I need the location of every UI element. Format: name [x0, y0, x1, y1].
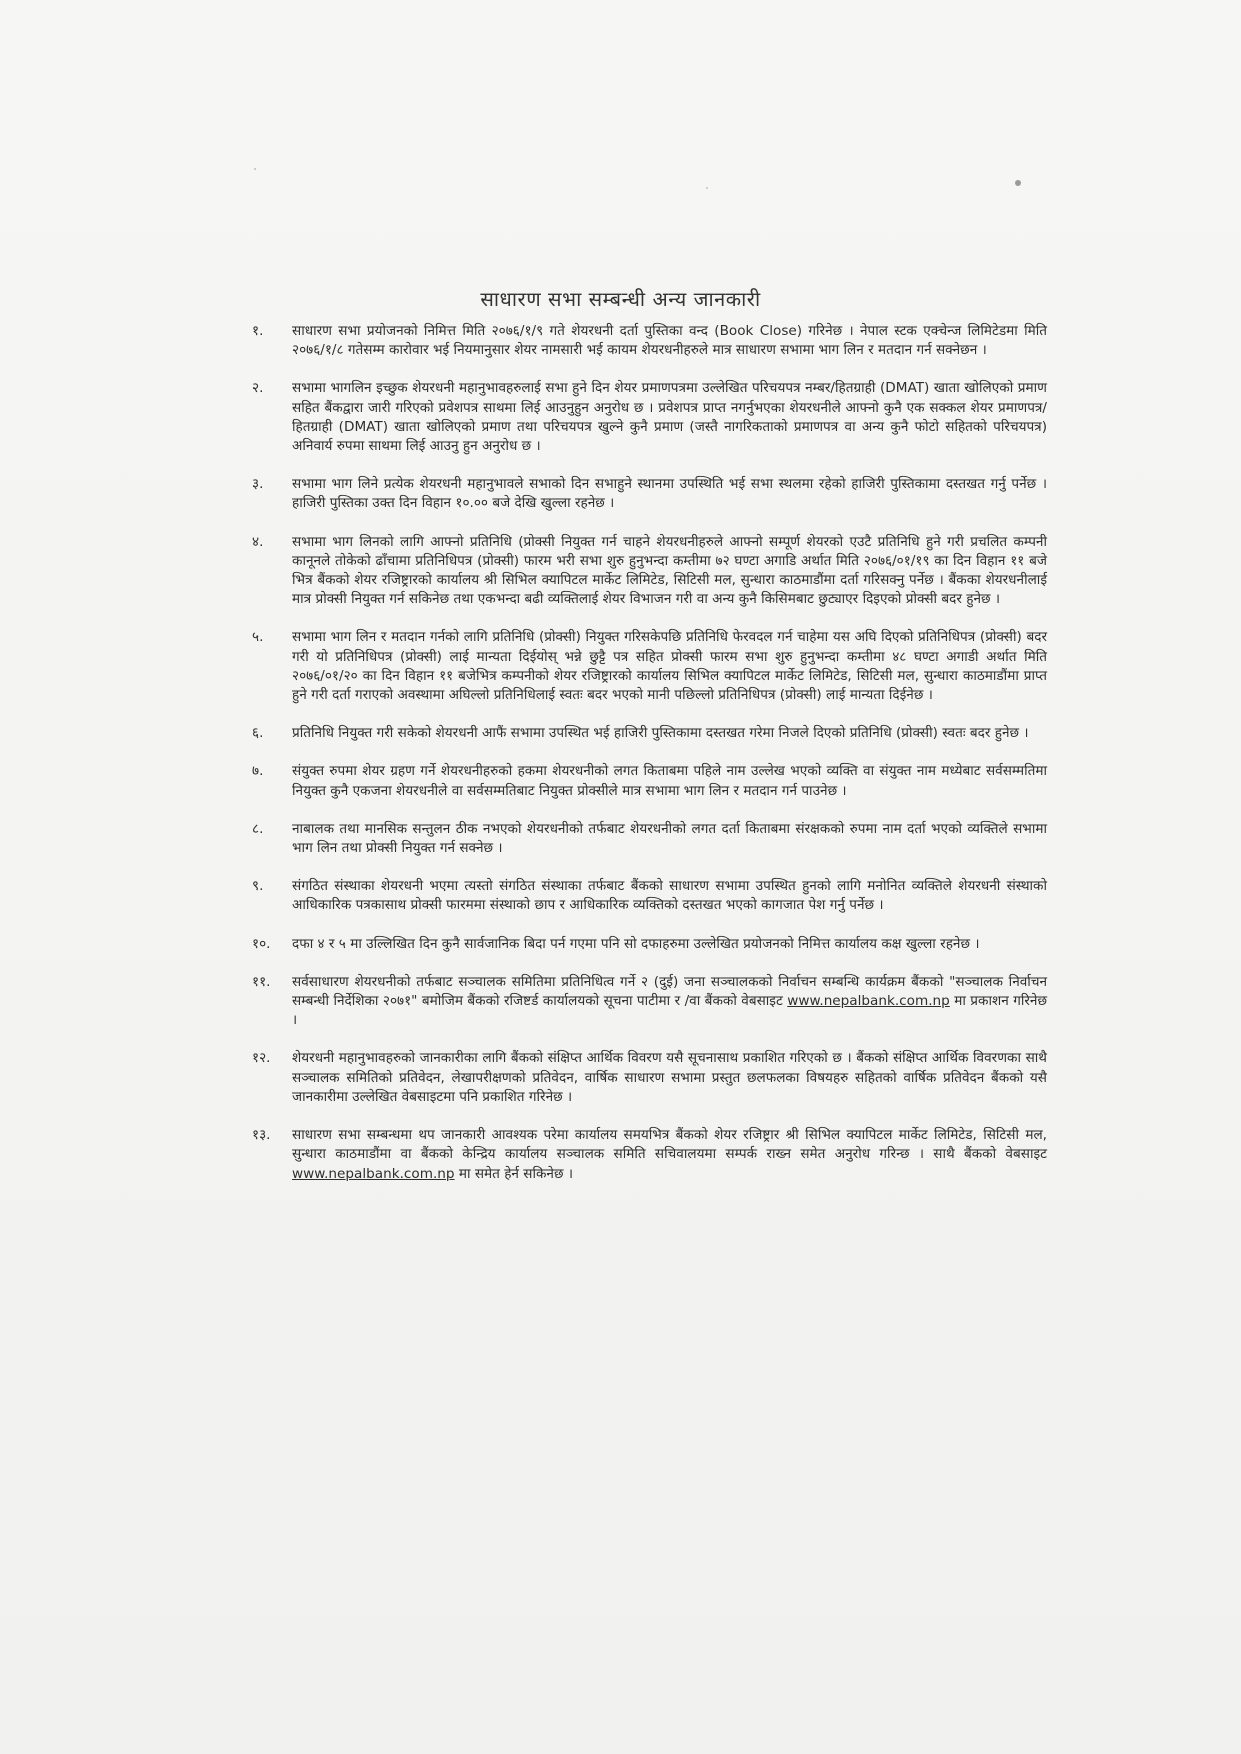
list-item	[252, 1126, 1047, 1184]
list-item	[252, 820, 1047, 858]
item-number: ९.	[252, 878, 264, 895]
list-item	[252, 762, 1047, 800]
item-text: साधारण सभा सम्बन्धमा थप जानकारी आवश्यक परेमा कार्यालय समयभित्र बैंकको शेयर रजिष्ट्रार श्री सिभिल क्यापिटल मार्केट लिमिटेड, सिटिसी मल, सुन्धारा काठमाडौंमा वा बैंकको केन्द्रिय कार्यालय सञ्चालक समिति सचिवालयमा सम्पर्क राख्न समेत अनुरोध गरिन्छ । साथै बैंकको वेबसाइट	[292, 1127, 1047, 1163]
list-item	[252, 379, 1047, 456]
item-text: सभामा भाग लिनको लागि आफ्नो प्रतिनिधि (प्रोक्सी नियुक्त गर्न चाहने शेयरधनीहरुले आफ्नो सम्पूर्ण शेयरको एउटै प्रतिनिधि हुने गरी प्रचलित कम्पनी कानूनले तोकेको ढाँचामा प्रतिनिधिपत्र (प्रोक्सी) फारम भरी सभा शुरु हुनुभन्दा कम्तीमा ७२ घण्टा अगाडि अर्थात मिति २०७६/०१/१९ का दिन विहान ११ बजे भित्र बैंकको शेयर रजिष्ट्रारको कार्यालय श्री सिभिल क्यापिटल मार्केट लिमिटेड, सिटिसी मल, सुन्धारा काठमाडौंमा दर्ता गरिसक्नु पर्नेछ । बैंकका शेयरधनीलाई मात्र प्रोक्सी नियुक्त गर्न सकिनेछ तथा एकभन्दा बढी व्यक्तिलाई शेयर विभाजन गरी वा अन्य कुनै किसिमबाट छुट्याएर दिइएको प्रोक्सी बदर हुनेछ ।	[292, 533, 1047, 608]
item-number: १०.	[252, 935, 271, 952]
list-item	[252, 533, 1047, 610]
scan-speck	[254, 168, 256, 170]
bank-website-link[interactable]: www.nepalbank.com.np	[787, 993, 950, 1010]
item-text: संयुक्त रुपमा शेयर ग्रहण गर्ने शेयरधनीहरुको हकमा शेयरधनीको लगत किताबमा पहिले नाम उल्लेख भएको व्यक्ति वा संयुक्त नाम मध्येबाट सर्वसम्मतिमा नियुक्त कुनै एकजना शेयरधनीले वा सर्वसम्मतिबाट नियुक्त प्रोक्सीले मात्र सभामा भाग लिन र मतदान गर्न पाउनेछ ।	[292, 763, 1047, 799]
list-item	[252, 1049, 1047, 1107]
item-text: शेयरधनी महानुभावहरुको जानकारीका लागि बैंकको संक्षिप्त आर्थिक विवरण यसै सूचनासाथ प्रकाशित गरिएको छ । बैंकको संक्षिप्त आर्थिक विवरणका साथै सञ्चालक समितिको प्रतिवेदन, लेखापरीक्षणको प्रतिवेदन, वार्षिक साधारण सभामा प्रस्तुत छलफलका विषयहरु सहितको वार्षिक प्रतिवेदन बैंकको यसै जानकारीमा उल्लेखित वेबसाइटमा पनि प्रकाशित गरिनेछ ।	[292, 1050, 1047, 1105]
bank-website-link[interactable]: www.nepalbank.com.np	[292, 1165, 455, 1182]
item-number: ३.	[252, 476, 264, 493]
item-text: साधारण सभा प्रयोजनको निमित्त मिति २०७६/१/९ गते शेयरधनी दर्ता पुस्तिका वन्द (Book Close) गरिनेछ । नेपाल स्टक एक्चेन्ज लिमिटेडमा मिति २०७६/१/८ गतेसम्म कारोवार भई नियमानुसार शेयर नामसारी भई कायम शेयरधनीहरुले मात्र साधारण सभामा भाग लिन र मतदान गर्न सक्नेछन ।	[292, 323, 1047, 359]
item-text: दफा ४ र ५ मा उल्लिखित दिन कुनै सार्वजानिक बिदा पर्न गएमा पनि सो दफाहरुमा उल्लेखित प्रयोजनको निमित्त कार्यालय कक्ष खुल्ला रहनेछ ।	[292, 935, 980, 952]
item-text-after: मा समेत हेर्न सकिनेछ ।	[458, 1165, 573, 1182]
item-number: १.	[252, 323, 264, 339]
item-text: सर्वसाधारण शेयरधनीको तर्फबाट सञ्चालक समितिमा प्रतिनिधित्व गर्ने २ (दुई) जना सञ्चालकको निर्वाचन सम्बन्धि कार्यक्रम बैंकको "सञ्चालक निर्वाचन सम्बन्धी निर्देशिका २०७१" बमोजिम बैंकको रजिष्टर्ड कार्यालयको सूचना पाटीमा र /वा बैंकको वेबसाइट	[292, 973, 1047, 1010]
list-item	[252, 475, 1047, 513]
item-number: ४.	[252, 533, 264, 550]
item-text-after: मा प्रकाशन गरिनेछ ।	[292, 993, 1048, 1029]
item-number: ७.	[252, 763, 264, 780]
scan-speck	[706, 187, 708, 189]
item-number: ५.	[252, 629, 264, 646]
item-text: सभामा भागलिन इच्छुक शेयरधनी महानुभावहरुलाई सभा हुने दिन शेयर प्रमाणपत्रमा उल्लेखित परिचयपत्र नम्बर/हितग्राही (DMAT) खाता खोलिएको प्रमाण सहित बैंकद्वारा जारी गरिएको प्रवेशपत्र साथमा लिई आउनुहुन अनुरोध छ । प्रवेशपत्र प्राप्त नगर्नुभएका शेयरधनीले आफ्नो कुनै एक सक्कल शेयर प्रमाणपत्र/हितग्राही (DMAT) खाता खोलिएको प्रमाण तथा परिचयपत्र खुल्ने कुनै प्रमाण (जस्तै नागरिकताको प्रमाणपत्र वा अन्य कुनै फोटो सहितको परिचयपत्र) अनिवार्य रुपमा साथमा लिई आउनु हुन अनुरोध छ ।	[292, 380, 1047, 455]
item-text: सभामा भाग लिने प्रत्येक शेयरधनी महानुभावले सभाको दिन सभाहुने स्थानमा उपस्थिति भई सभा स्थलमा रहेको हाजिरी पुस्तिकामा दस्तखत गर्नु पर्नेछ । हाजिरी पुस्तिका उक्त दिन विहान १०.०० बजे देखि खुल्ला रहनेछ ।	[292, 476, 1047, 512]
info-list	[252, 322, 1047, 1184]
item-text: सभामा भाग लिन र मतदान गर्नको लागि प्रतिनिधि (प्रोक्सी) नियुक्त गरिसकेपछि प्रतिनिधि फेरवदल गर्न चाहेमा यस अघि दिएको प्रतिनिधिपत्र (प्रोक्सी) बदर गरी यो प्रतिनिधिपत्र (प्रोक्सी) लाई मान्यता दिईयोस् भन्ने छुट्टै पत्र सहित प्रोक्सी फारम सभा शुरु हुनुभन्दा कम्तीमा ४८ घण्टा अगाडी अर्थात मिति २०७६/०१/२० का दिन विहान ११ बजेभित्र कम्पनीको शेयर रजिष्ट्रारको कार्यालय सिभिल क्यापिटल मार्केट लिमिटेड, सिटिसी मल, सुन्धारा काठमाडौंमा प्राप्त हुने गरी दर्ता गराएको अवस्थामा अघिल्लो प्रतिनिधिलाई स्वतः बदर भएको मानी पछिल्लो प्रतिनिधिपत्र (प्रोक्सी) लाई मान्यता दिईनेछ ।	[292, 629, 1047, 704]
scan-speck	[1015, 180, 1021, 186]
item-number: ८.	[252, 820, 264, 837]
item-text: प्रतिनिधि नियुक्त गरी सकेको शेयरधनी आफैं सभामा उपस्थित भई हाजिरी पुस्तिकामा दस्तखत गरेमा निजले दिएको प्रतिनिधि (प्रोक्सी) स्वतः बदर हुनेछ ।	[292, 725, 1029, 742]
list-item	[252, 628, 1047, 705]
list-item	[252, 877, 1047, 915]
item-number: ११.	[252, 973, 271, 990]
item-text: नाबालक तथा मानसिक सन्तुलन ठीक नभएको शेयरधनीको तर्फबाट शेयरधनीको लगत दर्ता किताबमा संरक्षकको रुपमा नाम दर्ता भएको व्यक्तिले सभामा भाग लिन तथा प्रोक्सी नियुक्त गर्न सक्नेछ ।	[292, 820, 1047, 857]
list-item	[252, 322, 1047, 360]
item-text: संगठित संस्थाका शेयरधनी भएमा त्यस्तो संगठित संस्थाका तर्फबाट बैंकको साधारण सभामा उपस्थित हुनको लागि मनोनित व्यक्तिले शेयरधनी संस्थाको आधिकारिक पत्रकासाथ प्रोक्सी फारममा संस्थाको छाप र आधिकारिक व्यक्तिको दस्तखत भएको कागजात पेश गर्नु पर्नेछ ।	[292, 878, 1047, 914]
item-number: १३.	[252, 1127, 271, 1144]
item-number: १२.	[252, 1050, 271, 1067]
item-number: ६.	[252, 725, 264, 742]
item-number: २.	[252, 380, 264, 397]
list-item	[252, 973, 1047, 1031]
page-title: साधारण सभा सम्बन्धी अन्य जानकारी	[480, 287, 761, 311]
list-item	[252, 724, 1047, 743]
list-item	[252, 935, 1047, 954]
